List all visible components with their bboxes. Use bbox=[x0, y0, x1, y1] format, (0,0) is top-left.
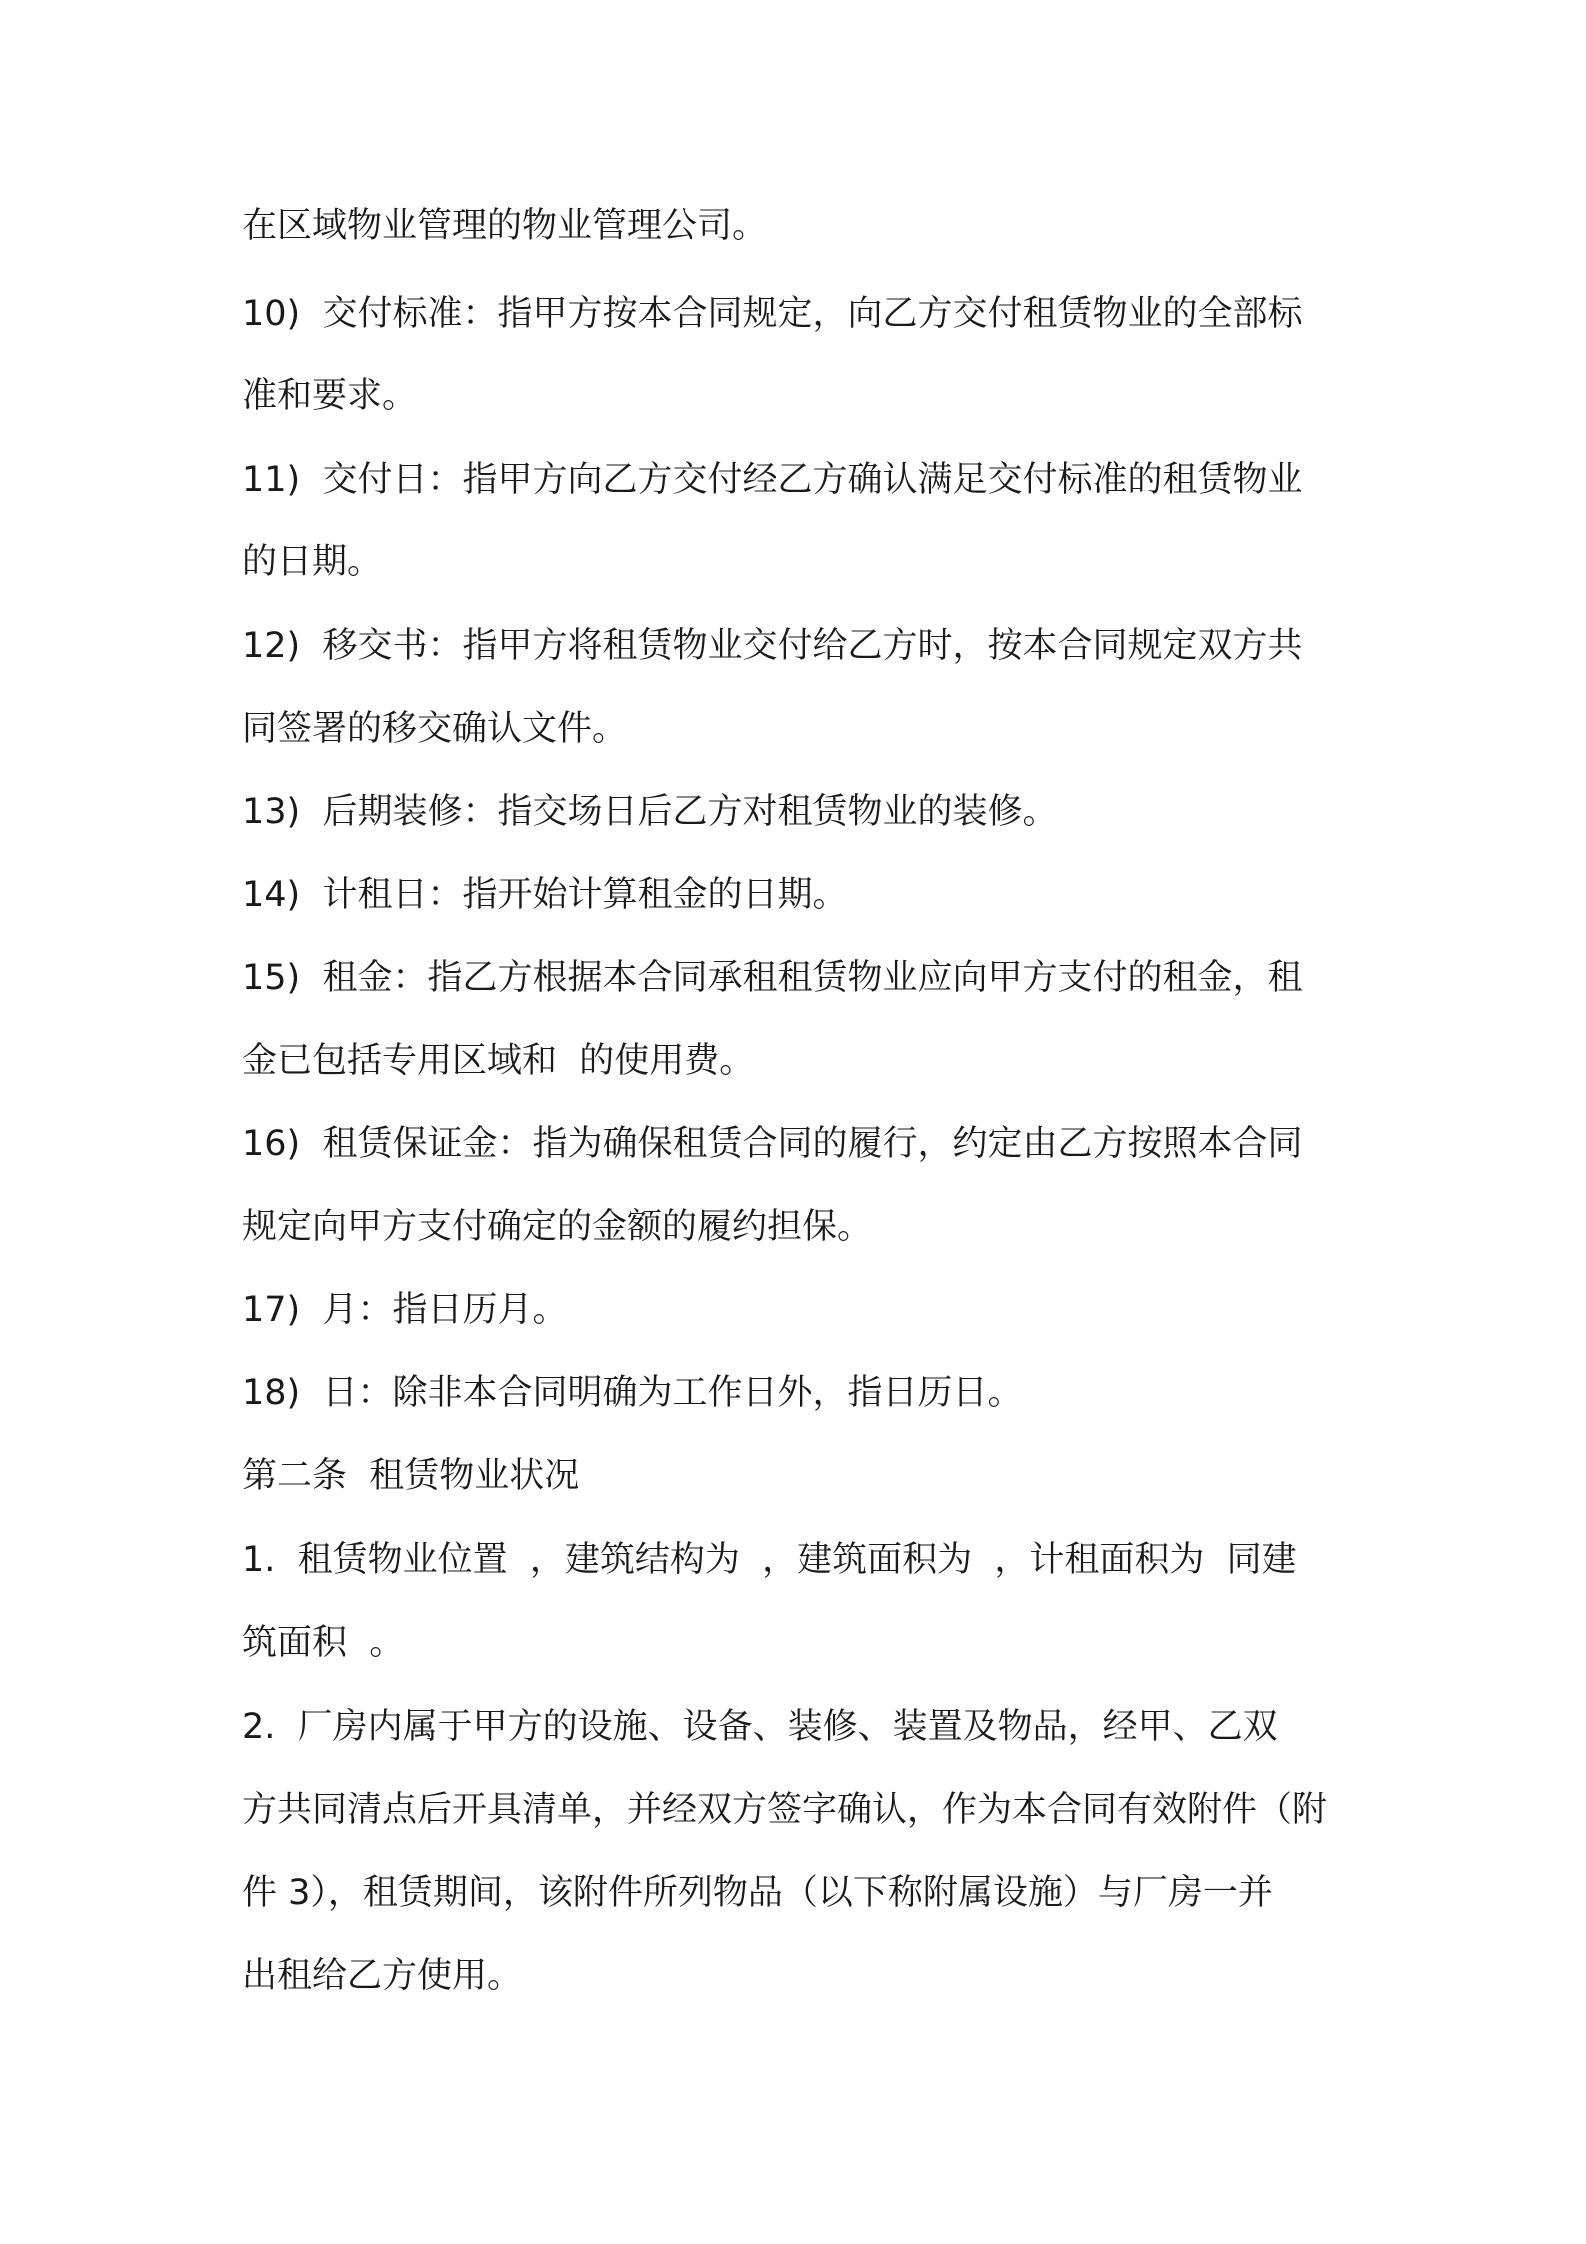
section-heading: 第二条 租赁物业状况 bbox=[242, 1456, 580, 1496]
text-line: 12) 移交书：指甲方将租赁物业交付给乙方时，按本合同规定双方共 bbox=[242, 626, 1303, 666]
text-line: 16) 租赁保证金：指为确保租赁合同的履行，约定由乙方按照本合同 bbox=[242, 1124, 1303, 1164]
text-line: 的日期。 bbox=[242, 542, 383, 582]
text-line: 15) 租金：指乙方根据本合同承租租赁物业应向甲方支付的租金，租 bbox=[242, 958, 1303, 998]
text-line: 13) 后期装修：指交场日后乙方对租赁物业的装修。 bbox=[242, 792, 1058, 832]
text-line: 11) 交付日：指甲方向乙方交付经乙方确认满足交付标准的租赁物业 bbox=[242, 460, 1303, 500]
text-line: 17) 月：指日历月。 bbox=[242, 1290, 568, 1330]
text-line: 规定向甲方支付确定的金额的履约担保。 bbox=[242, 1207, 873, 1247]
text-line: 出租给乙方使用。 bbox=[242, 1956, 523, 1996]
text-line: 10) 交付标准：指甲方按本合同规定，向乙方交付租赁物业的全部标 bbox=[242, 294, 1303, 334]
text-line: 件 3），租赁期间，该附件所列物品（以下称附属设施）与厂房一并 bbox=[242, 1873, 1273, 1913]
text-line: 2. 厂房内属于甲方的设施、设备、装修、装置及物品，经甲、乙双 bbox=[242, 1707, 1278, 1747]
text-line: 1. 租赁物业位置 ，建筑结构为 ，建筑面积为 ，计租面积为 同建 bbox=[242, 1540, 1297, 1580]
text-line: 金已包括专用区域和 的使用费。 bbox=[242, 1041, 755, 1081]
text-line: 18) 日：除非本合同明确为工作日外，指日历日。 bbox=[242, 1373, 1023, 1413]
text-line: 筑面积 。 bbox=[242, 1623, 405, 1663]
text-line: 准和要求。 bbox=[242, 376, 418, 416]
text-line: 方共同清点后开具清单，并经双方签字确认，作为本合同有效附件（附 bbox=[242, 1790, 1328, 1830]
text-line: 同签署的移交确认文件。 bbox=[242, 709, 628, 749]
text-line: 14) 计租日：指开始计算租金的日期。 bbox=[242, 875, 848, 915]
text-line: 在区域物业管理的物业管理公司。 bbox=[242, 206, 768, 246]
